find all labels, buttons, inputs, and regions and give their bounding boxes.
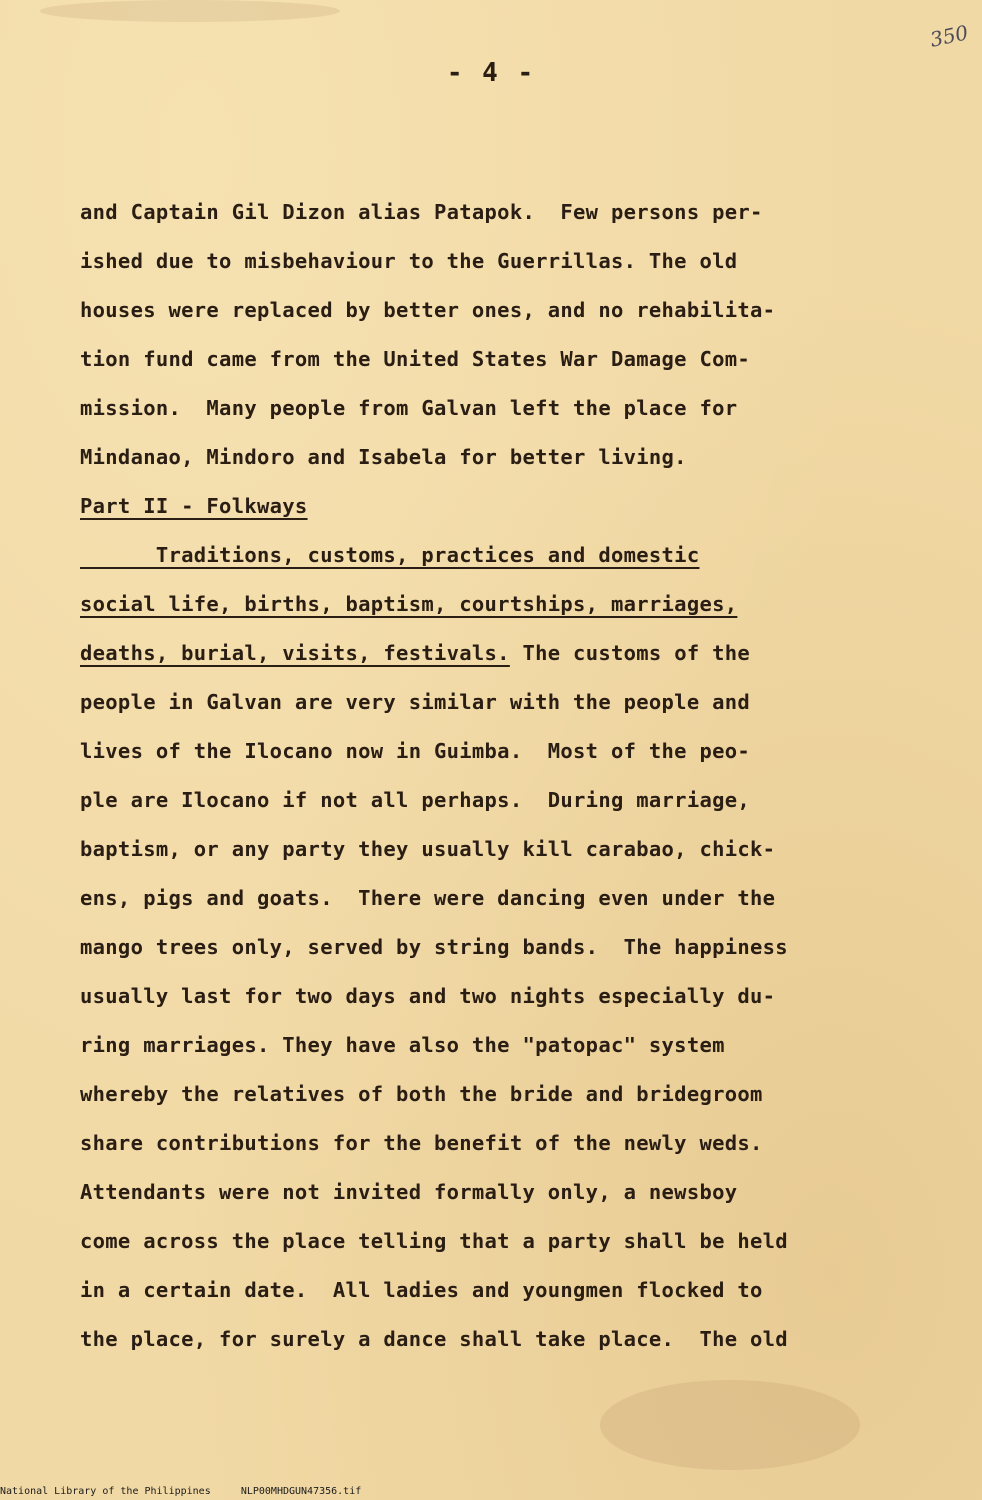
handwritten-page-note: 350: [927, 20, 971, 52]
text-line: come across the place telling that a party shall be held: [80, 1229, 788, 1253]
text-line: in a certain date. All ladies and youngmen flocked to: [80, 1278, 763, 1302]
text-line: lives of the Ilocano now in Guimba. Most of the peo-: [80, 739, 751, 763]
text-line: the place, for surely a dance shall take place. The old: [80, 1327, 788, 1351]
subsection-heading: social life, births, baptism, courtships, marriages,: [80, 592, 738, 616]
text-line: and Captain Gil Dizon alias Patapok. Few persons per-: [80, 200, 763, 224]
text-line: ished due to misbehaviour to the Guerrillas. The old: [80, 249, 738, 273]
text-line: Attendants were not invited formally only, a newsboy: [80, 1180, 738, 1204]
text-line: mango trees only, served by string bands. The happiness: [80, 935, 788, 959]
text-line: people in Galvan are very similar with the people and: [80, 690, 751, 714]
text-line: ple are Ilocano if not all perhaps. During marriage,: [80, 788, 751, 812]
section-heading: Part II - Folkways: [80, 494, 308, 518]
paper-stain: [40, 0, 340, 22]
text-line: mission. Many people from Galvan left the place for: [80, 396, 738, 420]
page-number: - 4 -: [446, 58, 536, 88]
subsection-heading-end: deaths, burial, visits, festivals.: [80, 641, 510, 665]
text-line: [80, 629, 960, 678]
subsection-heading: Traditions, customs, practices and domestic: [80, 543, 700, 567]
text-line: share contributions for the benefit of the newly weds.: [80, 1131, 763, 1155]
archive-footer: National Library of the Philippines NLP00MHDGUN47356.tif: [0, 1486, 362, 1497]
text-line: houses were replaced by better ones, and no rehabilita-: [80, 298, 776, 322]
text-line: usually last for two days and two nights especially du-: [80, 984, 776, 1008]
text-line: ens, pigs and goats. There were dancing even under the: [80, 886, 776, 910]
text-run: The customs of the: [509, 641, 751, 665]
paper-stain: [600, 1380, 860, 1470]
typed-text-body: [80, 188, 960, 1364]
text-line: Mindanao, Mindoro and Isabela for better living.: [80, 445, 687, 469]
text-line: baptism, or any party they usually kill carabao, chick-: [80, 837, 776, 861]
text-line: ring marriages. They have also the "patopac" system: [80, 1033, 725, 1057]
text-line: whereby the relatives of both the bride and bridegroom: [80, 1082, 763, 1106]
text-line: tion fund came from the United States War Damage Com-: [80, 347, 751, 371]
